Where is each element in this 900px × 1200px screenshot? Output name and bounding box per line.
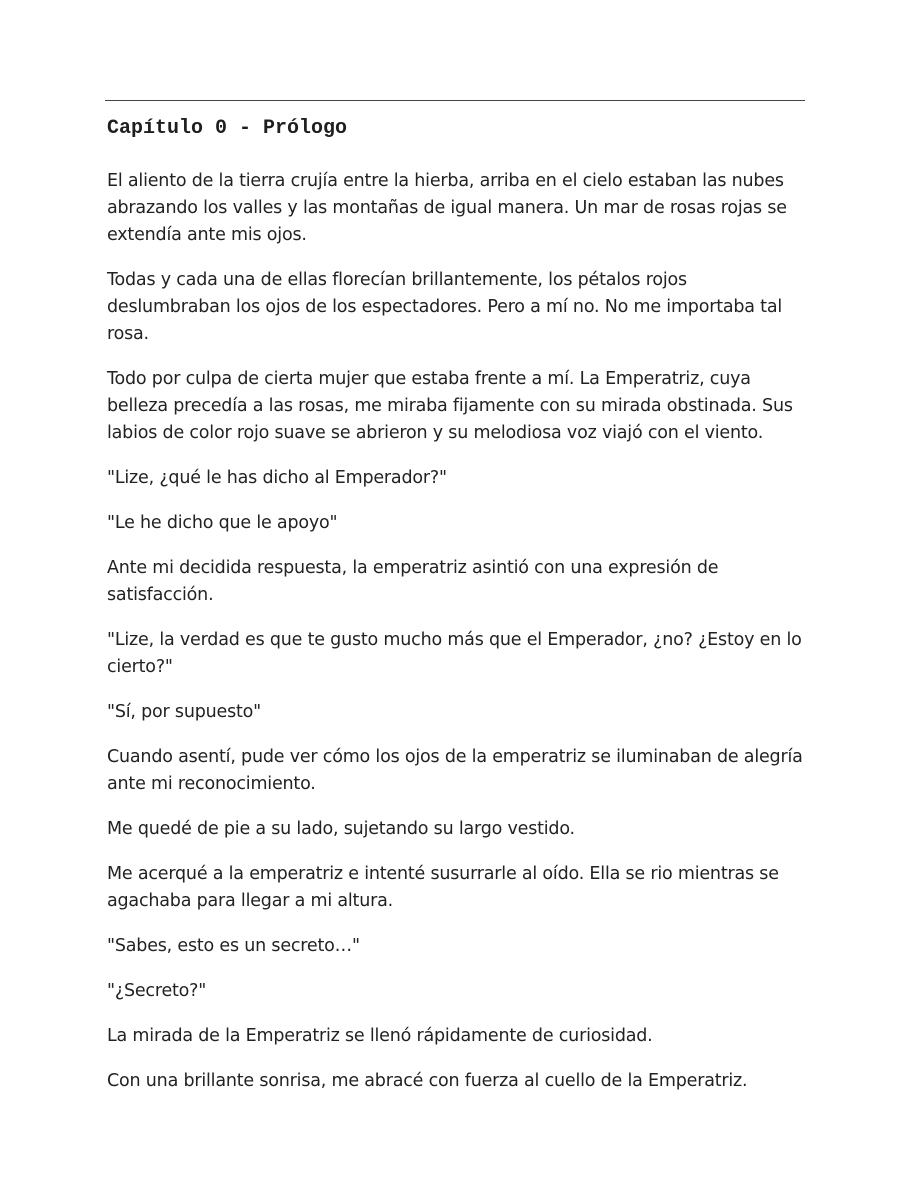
- dialogue-line: "¿Secreto?": [107, 981, 207, 1001]
- dialogue-line: "Sí, por supuesto": [107, 702, 262, 722]
- dialogue-line: "Le he dicho que le apoyo": [107, 513, 338, 533]
- paragraph: Todas y cada una de ellas florecían brillantemente, los pétalos rojos deslumbraban los ojos de los espectadores. Pero a mí no. No me importaba tal rosa.: [107, 270, 783, 344]
- dialogue-line: "Lize, la verdad es que te gusto mucho más que el Emperador, ¿no? ¿Estoy en lo cierto?": [107, 630, 802, 677]
- paragraph: Ante mi decidida respuesta, la emperatriz asintió con una expresión de satisfacción.: [107, 558, 719, 605]
- paragraph: Con una brillante sonrisa, me abracé con fuerza al cuello de la Emperatriz.: [107, 1071, 748, 1091]
- dialogue-line: "Sabes, esto es un secreto…": [107, 936, 360, 956]
- chapter-title: Capítulo 0 - Prólogo: [107, 117, 348, 140]
- paragraph: Todo por culpa de cierta mujer que estaba frente a mí. La Emperatriz, cuya belleza precedía a las rosas, me miraba fijamente con su mirada obstinada. Sus labios de color rojo suave se abrieron y su melodiosa voz viajó con el viento.: [107, 369, 793, 443]
- header-divider: [105, 100, 805, 101]
- dialogue-line: "Lize, ¿qué le has dicho al Emperador?": [107, 468, 447, 488]
- chapter-body: [107, 168, 807, 1113]
- paragraph: Me acerqué a la emperatriz e intenté susurrarle al oído. Ella se rio mientras se agachaba para llegar a mi altura.: [107, 864, 779, 911]
- paragraph: Cuando asentí, pude ver cómo los ojos de la emperatriz se iluminaban de alegría ante mi reconocimiento.: [107, 747, 803, 794]
- paragraph: El aliento de la tierra crujía entre la hierba, arriba en el cielo estaban las nubes abrazando los valles y las montañas de igual manera. Un mar de rosas rojas se extendía ante mis ojos.: [107, 171, 787, 245]
- paragraph: Me quedé de pie a su lado, sujetando su largo vestido.: [107, 819, 575, 839]
- paragraph: La mirada de la Emperatriz se llenó rápidamente de curiosidad.: [107, 1026, 653, 1046]
